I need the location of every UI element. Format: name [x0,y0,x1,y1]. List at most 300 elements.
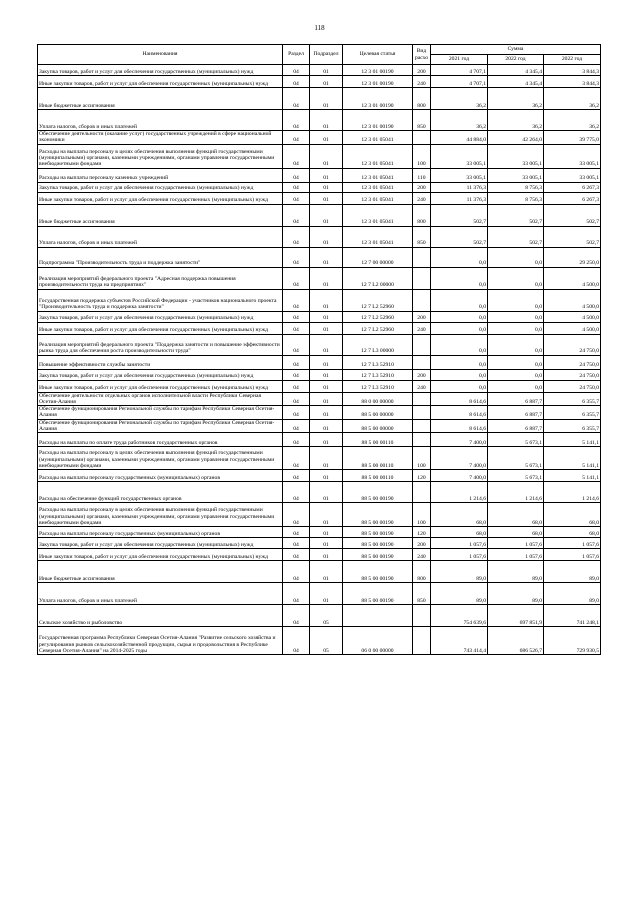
table-row [38,192,601,204]
row-target: 88 5 00 00190 [343,482,413,503]
row-sum-2021: 0,0 [431,355,488,369]
row-name: Закупка товаров, работ и услуг для обеспечения государственных (муниципальных) нужд [38,538,283,549]
row-sum-2022-b: 89,0 [544,583,601,605]
row-target: 06 0 00 00000 [343,627,413,655]
table-row [38,226,601,247]
table-row [38,433,601,447]
row-section: 04 [283,204,310,226]
table-row [38,144,601,168]
row-sum-2022: 0,0 [488,289,544,311]
table-row [38,182,601,192]
row-sum-2021: 7 400,0 [431,470,488,482]
row-section: 04 [283,192,310,204]
row-sum-2022-b: 4 500,0 [544,322,601,334]
row-sum-2022: 33 005,1 [488,144,544,168]
row-sum-2022-b: 502,7 [544,226,601,247]
row-exp-type: 100 [413,503,431,527]
row-section: 04 [283,131,310,145]
row-target: 12 3 01 05041 [343,192,413,204]
row-sum-2022: 0,0 [488,380,544,392]
row-sum-2022-b: 4 500,0 [544,267,601,289]
row-sum-2022: 1 057,6 [488,538,544,549]
table-row [38,76,601,88]
row-target: 12 7 L2 00000 [343,267,413,289]
row-subsection: 05 [310,605,343,627]
row-exp-type: 200 [413,369,431,380]
row-name: Иные бюджетные ассигнования [38,88,283,110]
table-row [38,355,601,369]
row-sum-2022-b: 24 750,0 [544,334,601,355]
row-sum-2022: 89,0 [488,583,544,605]
row-sum-2021: 8 614,6 [431,392,488,406]
row-sum-2021: 502,7 [431,226,488,247]
row-section: 04 [283,110,310,131]
row-sum-2022-b: 502,7 [544,204,601,226]
row-name: Расходы на выплаты персоналу государственных (муниципальных) органов [38,527,283,538]
row-target: 88 5 00 00190 [343,503,413,527]
row-sum-2022: 0,0 [488,322,544,334]
row-section: 04 [283,65,310,76]
row-exp-type [413,482,431,503]
row-section: 04 [283,538,310,549]
row-sum-2022: 4 345,4 [488,76,544,88]
row-exp-type: 200 [413,65,431,76]
row-exp-type: 240 [413,192,431,204]
table-row [38,538,601,549]
budget-table [37,44,601,655]
header-target: Целевая статья [343,45,413,65]
row-name: Иные закупки товаров, работ и услуг для обеспечения государственных (муниципальных) нужд [38,380,283,392]
row-sum-2022: 68,0 [488,527,544,538]
row-sum-2021: 8 614,6 [431,406,488,420]
row-sum-2021: 0,0 [431,334,488,355]
row-target: 12 7 L3 00000 [343,334,413,355]
row-target: 12 3 01 00190 [343,110,413,131]
row-sum-2022-b: 1 214,6 [544,482,601,503]
row-exp-type [413,131,431,145]
row-sum-2022-b: 36,2 [544,110,601,131]
row-name: Обеспечение функционирования Региональной службы по тарифам Республики Северная Осетия-Алания [38,419,283,433]
row-name: Уплата налогов, сборов и иных платежей [38,226,283,247]
row-subsection: 01 [310,433,343,447]
row-section: 04 [283,447,310,470]
row-name: Расходы на выплаты персоналу в целях обеспечения выполнения функций государственными (муниципальными) органами, казенными учреждениями, органами управления государственными внебюджетными фондами [38,447,283,470]
row-name: Реализация мероприятий федерального проекта "Поддержка занятости и повышение эффективности рынка труда для обеспечения роста производительности труда" [38,334,283,355]
row-sum-2022-b: 5 141,1 [544,470,601,482]
row-subsection: 01 [310,447,343,470]
row-sum-2021: 8 614,6 [431,419,488,433]
header-year-2021: 2021 год [431,55,488,65]
row-subsection: 01 [310,168,343,182]
row-subsection: 01 [310,482,343,503]
row-subsection: 01 [310,182,343,192]
row-sum-2022: 5 673,1 [488,470,544,482]
row-section: 04 [283,627,310,655]
row-sum-2022: 502,7 [488,226,544,247]
row-target: 88 5 00 00190 [343,583,413,605]
row-sum-2021: 36,2 [431,110,488,131]
table-row [38,447,601,470]
row-name: Иные бюджетные ассигнования [38,204,283,226]
row-subsection: 01 [310,267,343,289]
row-exp-type: 800 [413,204,431,226]
row-exp-type [413,392,431,406]
header-sum: Сумма [431,45,601,55]
row-sum-2022-b: 39 775,0 [544,131,601,145]
row-sum-2022-b: 729 930,5 [544,627,601,655]
row-sum-2021: 743 414,4 [431,627,488,655]
row-exp-type: 100 [413,447,431,470]
row-name: Закупка товаров, работ и услуг для обеспечения государственных (муниципальных) нужд [38,369,283,380]
row-target: 12 3 01 05041 [343,131,413,145]
row-exp-type [413,419,431,433]
table-row [38,65,601,76]
row-exp-type: 200 [413,182,431,192]
row-sum-2022: 686 526,7 [488,627,544,655]
row-target: 12 3 01 05041 [343,226,413,247]
row-subsection: 01 [310,131,343,145]
row-sum-2022-b: 24 750,0 [544,369,601,380]
row-name: Иные закупки товаров, работ и услуг для обеспечения государственных (муниципальных) нужд [38,322,283,334]
row-target: 88 5 00 00110 [343,470,413,482]
row-sum-2021: 1 057,6 [431,538,488,549]
row-sum-2022: 6 887,7 [488,392,544,406]
row-exp-type: 240 [413,380,431,392]
row-name: Закупка товаров, работ и услуг для обеспечения государственных (муниципальных) нужд [38,311,283,322]
row-sum-2022: 0,0 [488,247,544,267]
row-name: Расходы на выплаты по оплате труда работников государственных органов [38,433,283,447]
row-target: 88 5 00 00000 [343,406,413,420]
row-subsection: 01 [310,419,343,433]
row-exp-type [413,605,431,627]
row-subsection: 01 [310,380,343,392]
table-row [38,406,601,420]
row-name: Иные закупки товаров, работ и услуг для обеспечения государственных (муниципальных) нужд [38,192,283,204]
row-sum-2021: 33 005,1 [431,168,488,182]
row-subsection: 01 [310,406,343,420]
table-row [38,131,601,145]
row-sum-2022: 1 214,6 [488,482,544,503]
row-section: 04 [283,267,310,289]
row-target: 12 3 01 05041 [343,182,413,192]
row-sum-2022-b: 6 355,7 [544,406,601,420]
row-name: Реализация мероприятий федерального проекта "Адресная поддержка повышения производительности труда на предприятиях" [38,267,283,289]
table-row [38,470,601,482]
row-section: 04 [283,289,310,311]
row-sum-2021: 4 707,1 [431,76,488,88]
row-name: Государственная программа Республики Северная Осетия-Алания "Развитие сельского хозяйства и регулирования рынков сельскохозяйственной продукции, сырья и продовольствия в Республике Северная Осетия-Алания" на 2014-2025 годы [38,627,283,655]
row-sum-2022-b: 68,0 [544,527,601,538]
row-section: 04 [283,503,310,527]
row-sum-2021: 68,0 [431,503,488,527]
row-sum-2021: 89,0 [431,561,488,583]
row-exp-type: 850 [413,583,431,605]
row-target: 88 0 00 00000 [343,392,413,406]
row-sum-2021: 36,2 [431,88,488,110]
row-name: Расходы на выплаты персоналу государственных (муниципальных) органов [38,470,283,482]
row-sum-2021: 1 057,6 [431,549,488,561]
table-row [38,419,601,433]
row-section: 04 [283,355,310,369]
row-sum-2022-b: 4 500,0 [544,289,601,311]
row-section: 04 [283,561,310,583]
row-target: 12 7 00 00000 [343,247,413,267]
row-target: 12 3 01 05041 [343,144,413,168]
row-target: 88 5 00 00000 [343,419,413,433]
row-section: 04 [283,369,310,380]
row-sum-2022: 0,0 [488,267,544,289]
row-exp-type: 240 [413,76,431,88]
row-section: 04 [283,226,310,247]
row-sum-2021: 44 884,0 [431,131,488,145]
row-subsection: 01 [310,322,343,334]
row-exp-type: 850 [413,226,431,247]
row-sum-2021: 0,0 [431,322,488,334]
row-sum-2021: 11 376,3 [431,192,488,204]
row-name: Расходы на выплаты персоналу в целях обеспечения выполнения функций государственными (муниципальными) органами, казенными учреждениями, органами управления государственными внебюджетными фондами [38,144,283,168]
table-header-row [38,45,601,55]
row-sum-2021: 0,0 [431,289,488,311]
row-subsection: 01 [310,144,343,168]
row-subsection: 01 [310,392,343,406]
header-year-2022-b: 2022 год [544,55,601,65]
row-subsection: 01 [310,311,343,322]
table-row [38,605,601,627]
row-target: 88 5 00 00190 [343,561,413,583]
row-subsection: 01 [310,369,343,380]
row-sum-2021: 89,0 [431,583,488,605]
row-sum-2022: 68,0 [488,503,544,527]
table-row [38,561,601,583]
row-name: Уплата налогов, сборов и иных платежей [38,110,283,131]
row-sum-2022-b: 6 267,3 [544,182,601,192]
row-name: Расходы на выплаты персоналу казенных учреждений [38,168,283,182]
row-subsection: 05 [310,627,343,655]
row-name: Уплата налогов, сборов и иных платежей [38,583,283,605]
row-sum-2021: 7 400,0 [431,433,488,447]
row-sum-2022: 6 887,7 [488,406,544,420]
row-sum-2022-b: 4 500,0 [544,311,601,322]
row-sum-2022: 8 756,3 [488,192,544,204]
table-row [38,380,601,392]
row-exp-type: 110 [413,168,431,182]
row-sum-2022: 502,7 [488,204,544,226]
row-sum-2022-b: 36,2 [544,88,601,110]
row-sum-2022: 8 756,3 [488,182,544,192]
row-subsection: 01 [310,76,343,88]
row-sum-2022-b: 6 355,7 [544,419,601,433]
row-exp-type [413,289,431,311]
table-row [38,369,601,380]
row-sum-2022-b: 29 250,0 [544,247,601,267]
row-sum-2022: 6 887,7 [488,419,544,433]
row-sum-2022: 0,0 [488,334,544,355]
row-section: 04 [283,482,310,503]
row-subsection: 01 [310,88,343,110]
table-row [38,311,601,322]
row-section: 04 [283,76,310,88]
row-section: 04 [283,605,310,627]
row-subsection: 01 [310,503,343,527]
row-section: 04 [283,182,310,192]
row-sum-2021: 0,0 [431,311,488,322]
row-sum-2022-b: 24 750,0 [544,355,601,369]
row-target: 12 3 01 05041 [343,204,413,226]
row-exp-type: 800 [413,561,431,583]
row-exp-type [413,267,431,289]
row-name: Иные бюджетные ассигнования [38,561,283,583]
row-section: 04 [283,144,310,168]
table-row [38,289,601,311]
row-exp-type: 120 [413,527,431,538]
row-name: Обеспечение функционирования Региональной службы по тарифам Республики Северная Осетия-Алания [38,406,283,420]
row-target: 12 3 01 05041 [343,168,413,182]
row-subsection: 01 [310,226,343,247]
row-sum-2022: 5 673,1 [488,433,544,447]
table-row [38,334,601,355]
row-sum-2022-b: 68,0 [544,503,601,527]
row-sum-2022-b: 6 267,3 [544,192,601,204]
header-section: Раздел [283,45,310,65]
row-exp-type: 800 [413,88,431,110]
row-target: 12 7 L3 52910 [343,380,413,392]
row-target [343,605,413,627]
page-number: 118 [314,24,325,32]
row-sum-2022: 42 264,0 [488,131,544,145]
row-exp-type: 100 [413,144,431,168]
row-sum-2021: 1 214,6 [431,482,488,503]
row-target: 12 7 L2 52960 [343,311,413,322]
row-target: 12 3 01 00190 [343,76,413,88]
row-sum-2022-b: 3 844,3 [544,76,601,88]
row-section: 04 [283,334,310,355]
row-name: Государственная поддержка субъектов Российской Федерации - участников национального проекта "Производительность труда и поддержка занятости" [38,289,283,311]
row-sum-2022-b: 3 844,3 [544,65,601,76]
row-exp-type [413,433,431,447]
row-sum-2022-b: 1 057,6 [544,549,601,561]
row-sum-2022: 4 345,4 [488,65,544,76]
row-name: Закупка товаров, работ и услуг для обеспечения государственных (муниципальных) нужд [38,65,283,76]
header-name: Наименования [38,45,283,65]
row-section: 04 [283,322,310,334]
row-section: 04 [283,392,310,406]
table-body [38,65,601,655]
row-name: Подпрограмма "Производительность труда и поддержка занятости" [38,247,283,267]
row-sum-2021: 68,0 [431,527,488,538]
row-name: Расходы на выплаты персоналу в целях обеспечения выполнения функций государственными (муниципальными) органами, казенными учреждениями, органами управления государственными внебюджетными фондами [38,503,283,527]
row-subsection: 01 [310,561,343,583]
header-year-2022: 2022 год [488,55,544,65]
table-row [38,549,601,561]
row-sum-2021: 33 005,1 [431,144,488,168]
row-sum-2022: 0,0 [488,355,544,369]
row-sum-2022: 0,0 [488,311,544,322]
row-sum-2022-b: 33 005,1 [544,144,601,168]
row-target: 88 5 00 00190 [343,527,413,538]
row-section: 04 [283,433,310,447]
row-subsection: 01 [310,204,343,226]
table-row [38,392,601,406]
row-sum-2022: 5 673,1 [488,447,544,470]
row-sum-2022-b: 741 248,1 [544,605,601,627]
row-name: Повышение эффективности службы занятости [38,355,283,369]
row-subsection: 01 [310,583,343,605]
table-row [38,204,601,226]
row-section: 04 [283,311,310,322]
row-sum-2021: 7 400,0 [431,447,488,470]
row-target: 88 5 00 00190 [343,538,413,549]
row-sum-2022: 36,2 [488,110,544,131]
row-section: 04 [283,549,310,561]
row-section: 04 [283,470,310,482]
row-sum-2022-b: 89,0 [544,561,601,583]
row-sum-2022-b: 5 141,1 [544,433,601,447]
row-sum-2021: 754 639,6 [431,605,488,627]
row-sum-2021: 0,0 [431,380,488,392]
row-name: Иные закупки товаров, работ и услуг для обеспечения государственных (муниципальных) нужд [38,76,283,88]
row-exp-type: 850 [413,110,431,131]
table-row [38,583,601,605]
row-exp-type [413,355,431,369]
row-sum-2022: 1 057,6 [488,549,544,561]
table-row [38,503,601,527]
header-exp-type: Вид расхо [413,45,431,65]
row-subsection: 01 [310,289,343,311]
row-sum-2022-b: 6 355,7 [544,392,601,406]
row-sum-2022-b: 5 141,1 [544,447,601,470]
header-subsection: Подраздел [310,45,343,65]
table-row [38,482,601,503]
row-section: 04 [283,419,310,433]
row-sum-2022: 33 005,1 [488,168,544,182]
row-exp-type: 200 [413,311,431,322]
row-sum-2022-b: 1 057,6 [544,538,601,549]
row-sum-2022: 89,0 [488,561,544,583]
row-subsection: 01 [310,549,343,561]
row-sum-2021: 11 376,3 [431,182,488,192]
row-sum-2021: 4 707,1 [431,65,488,76]
row-section: 04 [283,406,310,420]
row-name: Обеспечение деятельности (оказание услуг) государственных учреждений в сфере национальной экономики [38,131,283,145]
row-subsection: 01 [310,247,343,267]
row-exp-type: 200 [413,538,431,549]
row-subsection: 01 [310,65,343,76]
table-row [38,527,601,538]
row-target: 12 3 01 00190 [343,88,413,110]
row-target: 12 7 L2 52960 [343,289,413,311]
row-subsection: 01 [310,110,343,131]
row-sum-2021: 502,7 [431,204,488,226]
row-section: 04 [283,88,310,110]
row-name: Иные закупки товаров, работ и услуг для обеспечения государственных (муниципальных) нужд [38,549,283,561]
row-sum-2021: 0,0 [431,267,488,289]
row-subsection: 01 [310,527,343,538]
row-exp-type [413,627,431,655]
row-sum-2022: 36,2 [488,88,544,110]
row-name: Обеспечение деятельности отдельных органов исполнительной власти Республики Северная Осетия-Алания [38,392,283,406]
row-exp-type [413,247,431,267]
row-target: 88 5 00 00110 [343,447,413,470]
row-exp-type: 240 [413,549,431,561]
row-exp-type: 120 [413,470,431,482]
row-sum-2021: 0,0 [431,247,488,267]
row-section: 04 [283,247,310,267]
row-subsection: 01 [310,470,343,482]
row-section: 04 [283,380,310,392]
row-section: 04 [283,168,310,182]
row-sum-2022: 697 851,9 [488,605,544,627]
row-name: Сельское хозяйство и рыболовство [38,605,283,627]
